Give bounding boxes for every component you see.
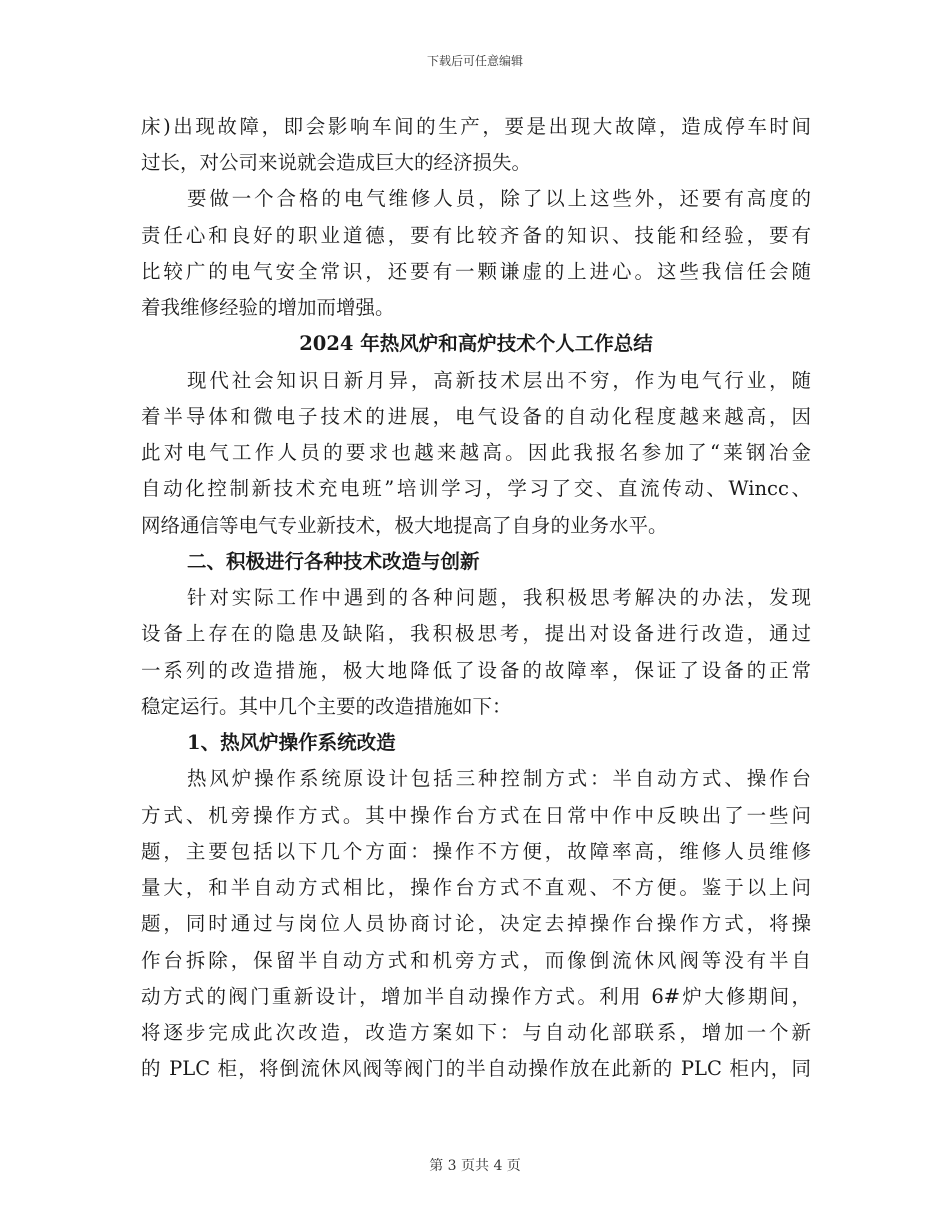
body-line: 着我维修经验的增加而增强。 [141,296,395,319]
body-line: 动方式的阀门重新设计，增加半自动操作方式。利用 6#炉大修期间， [141,985,811,1008]
body-line: 作台拆除，保留半自动方式和机旁方式，而像倒流休风阀等没有半自 [141,949,811,972]
body-line: 稳定运行。其中几个主要的改造措施如下： [141,695,512,718]
body-line: 责任心和良好的职业道德，要有比较齐备的知识、技能和经验，要有 [141,224,811,247]
body-line: 热风炉操作系统原设计包括三种控制方式：半自动方式、操作台 [187,767,811,790]
body-line: 网络通信等电气专业新技术，极大地提高了自身的业务水平。 [141,514,668,537]
body-line: 着半导体和微电子技术的进展，电气设备的自动化程度越来越高，因 [141,405,811,428]
body-line: 要做一个合格的电气维修人员，除了以上这些外，还要有高度的 [187,187,811,210]
body-line: 方式、机旁操作方式。其中操作台方式在日常中作中反映出了一些问 [141,804,811,827]
page-header: 下载后可任意编辑 [426,54,523,68]
body-line: 设备上存在的隐患及缺陷，我积极思考，提出对设备进行改造，通过 [141,622,811,645]
section-title: 2024 年热风炉和高炉技术个人工作总结 [299,332,653,355]
body-line: 过长，对公司来说就会造成巨大的经济损失。 [141,151,532,174]
page-footer: 第 3 页共 4 页 [429,1158,521,1174]
body-line: 自动化控制新技术充电班”培训学习，学习了交、直流传动、Wincc、 [141,477,811,500]
body-line: 一系列的改造措施，极大地降低了设备的故障率，保证了设备的正常 [141,659,811,682]
body-line: 将逐步完成此次改造，改造方案如下：与自动化部联系，增加一个新 [141,1021,811,1044]
body-line: 比较广的电气安全常识，还要有一颗谦虚的上进心。这些我信任会随 [141,260,811,283]
body-line: 此对电气工作人员的要求也越来越高。因此我报名参加了“莱钢冶金 [141,441,811,464]
body-line: 题，主要包括以下几个方面：操作不方便，故障率高，维修人员维修 [141,840,811,863]
body-line: 量大，和半自动方式相比，操作台方式不直观、不方便。鉴于以上问 [141,876,811,899]
body-line: 题，同时通过与岗位人员协商讨论，决定去掉操作台操作方式，将操 [141,912,811,935]
subsection-heading: 1、热风炉操作系统改造 [187,731,396,754]
section-heading: 二、积极进行各种技术改造与创新 [187,550,480,573]
body-line: 的 PLC 柜，将倒流休风阀等阀门的半自动操作放在此新的 PLC 柜内，同 [141,1057,811,1080]
body-line: 床)出现故障，即会影响车间的生产，要是出现大故障，造成停车时间 [141,115,811,138]
body-line: 针对实际工作中遇到的各种问题，我积极思考解决的办法，发现 [187,586,811,609]
body-line: 现代社会知识日新月异，高新技术层出不穷，作为电气行业，随 [187,369,811,392]
